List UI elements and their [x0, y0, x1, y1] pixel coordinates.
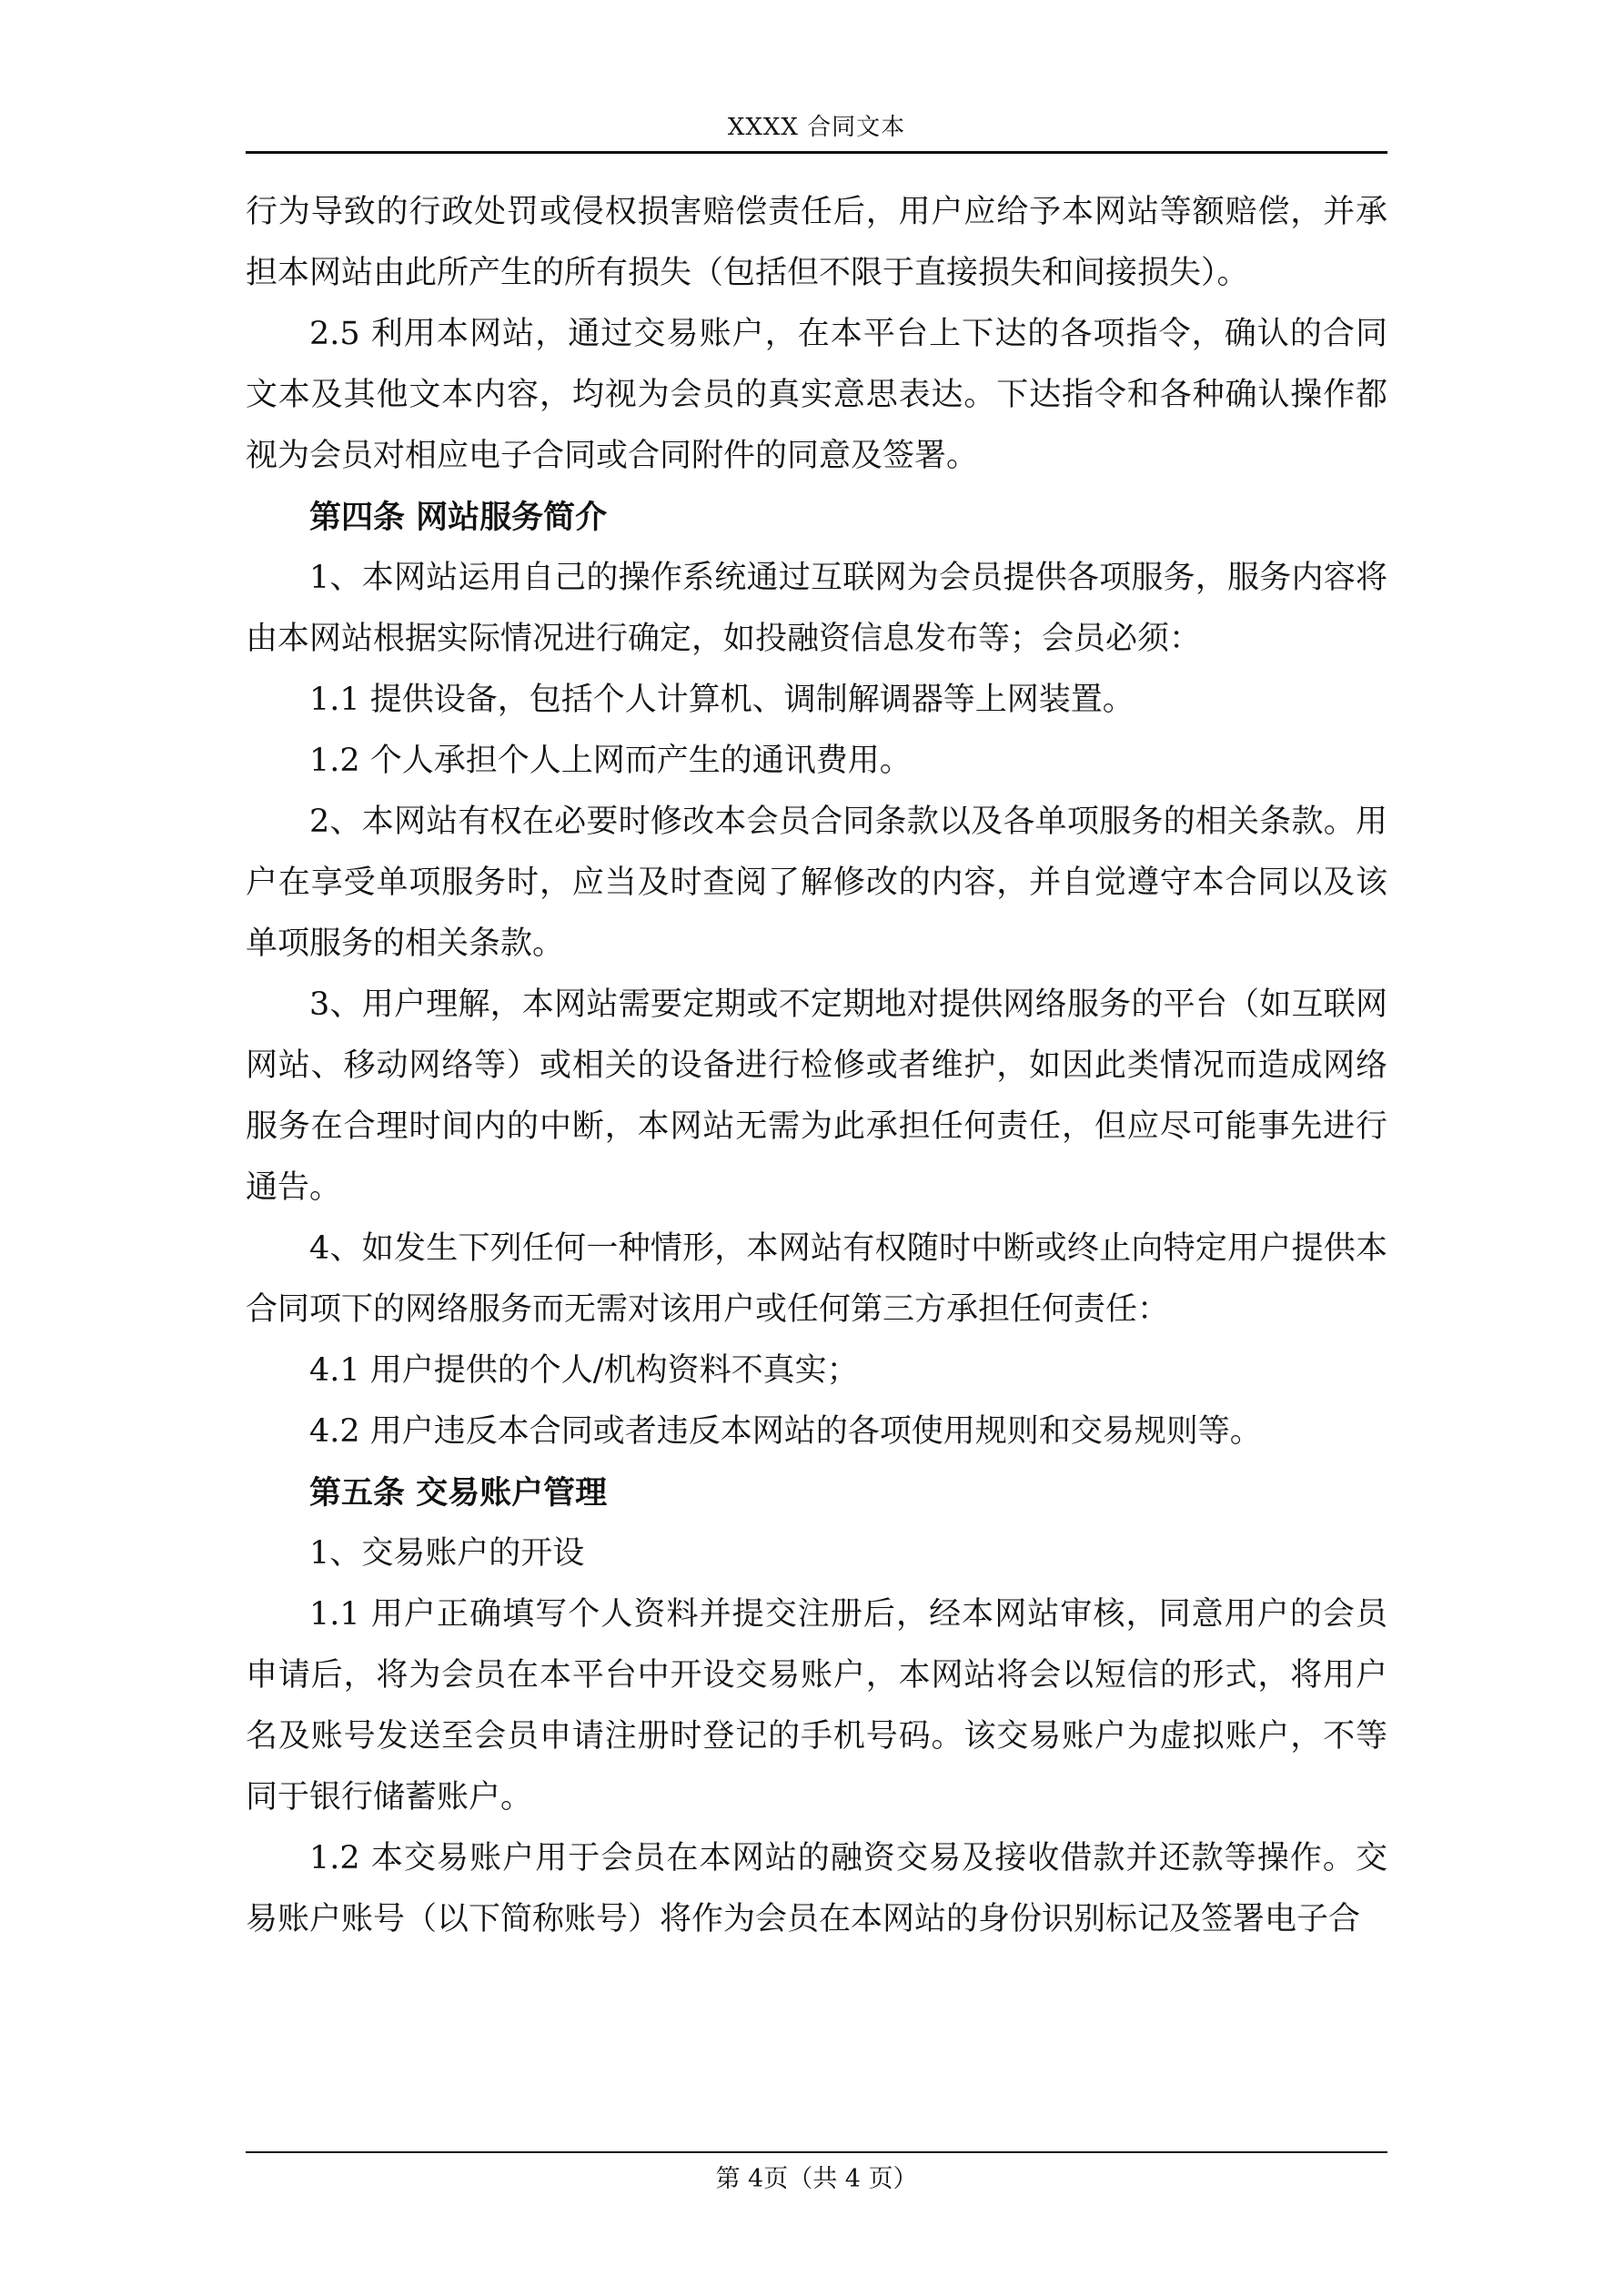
header-title: XXXX 合同文本 — [727, 114, 906, 141]
section-heading: 第四条 网站服务简介 — [309, 499, 608, 536]
paragraph: 4、如发生下列任何一种情形，本网站有权随时中断或终止向特定用户提供本合同项下的网络服务而无需对该用户或任何第三方承担任何责任： — [246, 1230, 1387, 1328]
header-divider — [246, 151, 1387, 154]
section-heading: 第五条 交易账户管理 — [309, 1474, 608, 1512]
paragraph: 行为导致的行政处罚或侵权损害赔偿责任后，用户应给予本网站等额赔偿，并承担本网站由此所产生的所有损失（包括但不限于直接损失和间接损失）。 — [246, 194, 1387, 291]
paragraph: 3、用户理解，本网站需要定期或不定期地对提供网络服务的平台（如互联网网站、移动网络等）或相关的设备进行检修或者维护，如因此类情况而造成网络服务在合理时间内的中断，本网站无需为此承担任何责任，但应尽可能事先进行通告。 — [246, 986, 1387, 1206]
paragraph: 1、交易账户的开设 — [309, 1535, 585, 1572]
paragraph: 4.2 用户违反本合同或者违反本网站的各项使用规则和交易规则等。 — [309, 1413, 1262, 1450]
paragraph: 4.1 用户提供的个人/机构资料不真实； — [309, 1352, 859, 1389]
document-body — [246, 182, 1387, 1950]
page-number: 第 4页（共 4 页） — [715, 2165, 918, 2193]
paragraph: 1.2 本交易账户用于会员在本网站的融资交易及接收借款并还款等操作。交易账户账号（以下简称账号）将作为会员在本网站的身份识别标记及签署电子合 — [246, 1840, 1387, 1937]
paragraph: 1.1 提供设备，包括个人计算机、调制解调器等上网装置。 — [309, 682, 1135, 718]
paragraph: 2.5 利用本网站，通过交易账户，在本平台上下达的各项指令，确认的合同文本及其他文本内容，均视为会员的真实意思表达。下达指令和各种确认操作都视为会员对相应电子合同或合同附件的同意及签署。 — [246, 316, 1387, 474]
paragraph: 2、本网站有权在必要时修改本会员合同条款以及各单项服务的相关条款。用户在享受单项服务时，应当及时查阅了解修改的内容，并自觉遵守本合同以及该单项服务的相关条款。 — [246, 804, 1387, 962]
paragraph: 1.1 用户正确填写个人资料并提交注册后，经本网站审核，同意用户的会员申请后，将为会员在本平台中开设交易账户，本网站将会以短信的形式，将用户名及账号发送至会员申请注册时登记的手机号码。该交易账户为虚拟账户，不等同于银行储蓄账户。 — [246, 1596, 1387, 1816]
paragraph: 1.2 个人承担个人上网而产生的通讯费用。 — [309, 743, 912, 779]
paragraph: 1、本网站运用自己的操作系统通过互联网为会员提供各项服务，服务内容将由本网站根据实际情况进行确定，如投融资信息发布等；会员必须： — [246, 560, 1387, 657]
footer-divider — [246, 2151, 1387, 2153]
